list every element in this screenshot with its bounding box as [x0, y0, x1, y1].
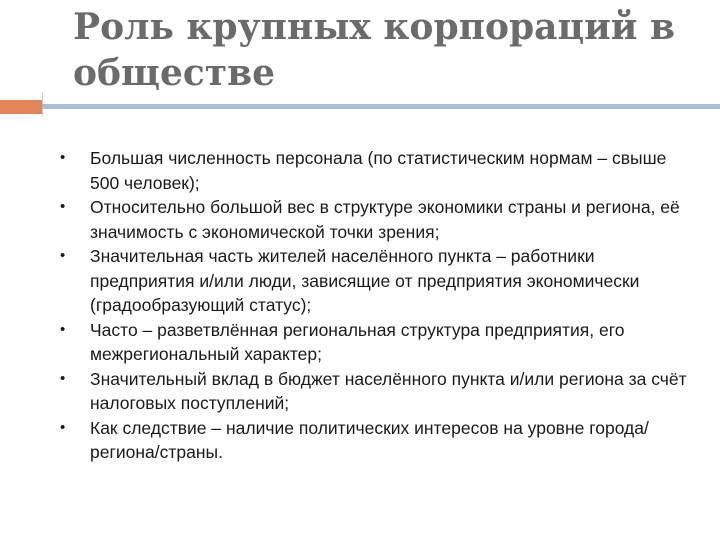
- bullet-text: Часто – разветвлённая региональная структура предприятия, его межрегиональный характер;: [90, 319, 625, 364]
- bullet-text: Значительный вклад в бюджет населённого пункта и/или региона за счёт налоговых поступлений;: [90, 368, 687, 413]
- title-divider-line: [42, 104, 720, 109]
- bullet-item: [60, 195, 700, 244]
- bullet-icon: •: [60, 320, 66, 338]
- bullet-icon: •: [60, 149, 66, 166]
- bullet-text: Значительная часть жителей населённого пункта – работники предприятия и/или люди, зависящие от предприятия экономически (градообразующий статус);: [90, 246, 640, 315]
- bullet-item: [60, 146, 700, 195]
- bullet-text: Как следствие – наличие политических интересов на уровне города/региона/страны.: [90, 417, 649, 462]
- title-accent-bar: [0, 100, 42, 114]
- bullet-item: [60, 318, 700, 367]
- bullet-list: [60, 146, 700, 465]
- bullet-item: [60, 244, 700, 318]
- bullet-item: [60, 416, 700, 465]
- bullet-icon: •: [60, 369, 66, 387]
- bullet-text: Относительно большой вес в структуре экономики страны и региона, её значимость с экономической точки зрения;: [90, 197, 680, 242]
- bullet-icon: •: [60, 198, 66, 215]
- bullet-item: [60, 367, 700, 416]
- bullet-text: Большая численность персонала (по статистическим нормам – свыше 500 человек);: [90, 148, 667, 193]
- bullet-icon: •: [60, 418, 66, 436]
- slide-title: Роль крупных корпораций в обществе: [73, 6, 676, 94]
- bullet-icon: •: [60, 247, 66, 264]
